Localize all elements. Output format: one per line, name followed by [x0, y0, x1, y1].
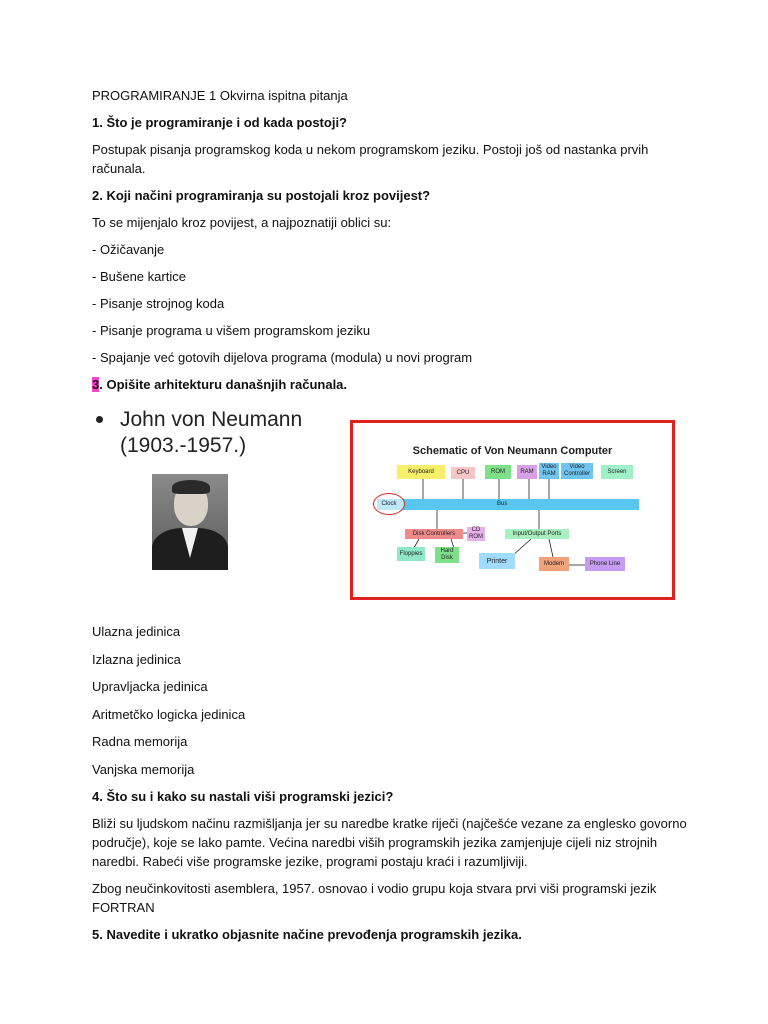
ram-box: RAM: [517, 465, 537, 479]
hard-disk-box: Hard Disk: [435, 547, 459, 563]
unit-item: Aritmetčko logicka jedinica: [92, 706, 246, 722]
list-item: - Spajanje već gotovih dijelova programa (modula) u novi program: [92, 350, 473, 365]
printer-box: Printer: [479, 553, 515, 569]
document-body: [92, 86, 692, 402]
bus-bar: [377, 499, 639, 510]
document-title: PROGRAMIRANJE 1 Okvirna ispitna pitanja: [92, 88, 348, 103]
list-item: - Pisanje programa u višem programskom jeziku: [92, 323, 371, 338]
question-3: [92, 375, 692, 394]
figure-name: John von Neumann: [120, 408, 303, 431]
answer-1: Postupak pisanja programskog koda u nekom programskom jeziku. Postoji još od nastanka prvih računala.: [92, 142, 649, 176]
video-ram-box: Video RAM: [539, 463, 559, 479]
keyboard-box: Keyboard: [397, 465, 445, 479]
cd-rom-box: CD ROM: [469, 527, 483, 540]
question-1: 1. Što je programiranje i od kada postoji?: [92, 115, 347, 130]
modem-box: Modem: [539, 557, 569, 571]
clock-circle: Clock: [373, 493, 405, 515]
highlighted-number: 3: [92, 377, 100, 392]
answer-2-intro: To se mijenjalo kroz povijest, a najpoznatiji oblici su:: [92, 215, 392, 230]
list-item: - Bušene kartice: [92, 269, 186, 284]
figure-years: (1903.-1957.): [120, 434, 247, 457]
von-neumann-figure: [92, 408, 682, 613]
question-3-text: . Opišite arhitekturu današnjih računala.: [99, 377, 348, 392]
disk-controllers-box: Disk Controllers: [405, 529, 463, 539]
io-ports-box: Input/Output Ports: [505, 529, 569, 539]
unit-item: Vanjska memorija: [92, 761, 195, 777]
unit-item: Izlazna jedinica: [92, 651, 181, 667]
portrait-photo: [152, 474, 228, 570]
screen-box: Screen: [601, 465, 633, 479]
phone-line-box: Phone Line: [585, 557, 625, 571]
unit-item: Ulazna jedinica: [92, 624, 181, 639]
unit-item: Radna memorija: [92, 734, 188, 749]
cpu-box: CPU: [451, 467, 475, 479]
unit-item: Upravljacka jedinica: [92, 679, 208, 694]
bus-label: Bus: [497, 501, 508, 507]
question-2: 2. Koji načini programiranja su postojali kroz povijest?: [92, 188, 431, 203]
schematic-title: Schematic of Von Neumann Computer: [412, 445, 613, 457]
floppies-box: Floppies: [397, 547, 425, 561]
answer-4-paragraph-2: Zbog neučinkovitosti asemblera, 1957. osnovao i vodio grupu koja stvara prvi viši programski jezik FORTRAN: [92, 881, 657, 915]
bullet-icon: [96, 416, 103, 423]
list-item: - Ožičavanje: [92, 242, 165, 257]
rom-box: ROM: [485, 465, 511, 479]
answer-4-paragraph-1: Bliži su ljudskom načinu razmišljanja jer su naredbe kratke riječi (najčešće vezane za englesko govorno područje), koje se lako pamte. Većina naredbi viših programskih jezika zamjenjuje cijeli niz strojnih naredbi. Rabeći više programske jezike, programi postaju kraći i razumljiviji.: [92, 816, 687, 869]
video-controller-box: Video Controller: [561, 463, 593, 479]
list-item: - Pisanje strojnog koda: [92, 296, 225, 311]
question-5: 5. Navedite i ukratko objasnite načine prevođenja programskih jezika.: [92, 927, 522, 942]
document-body-continued: [92, 622, 692, 952]
question-4: 4. Što su i kako su nastali viši programski jezici?: [92, 789, 394, 804]
von-neumann-schematic: [350, 420, 675, 600]
